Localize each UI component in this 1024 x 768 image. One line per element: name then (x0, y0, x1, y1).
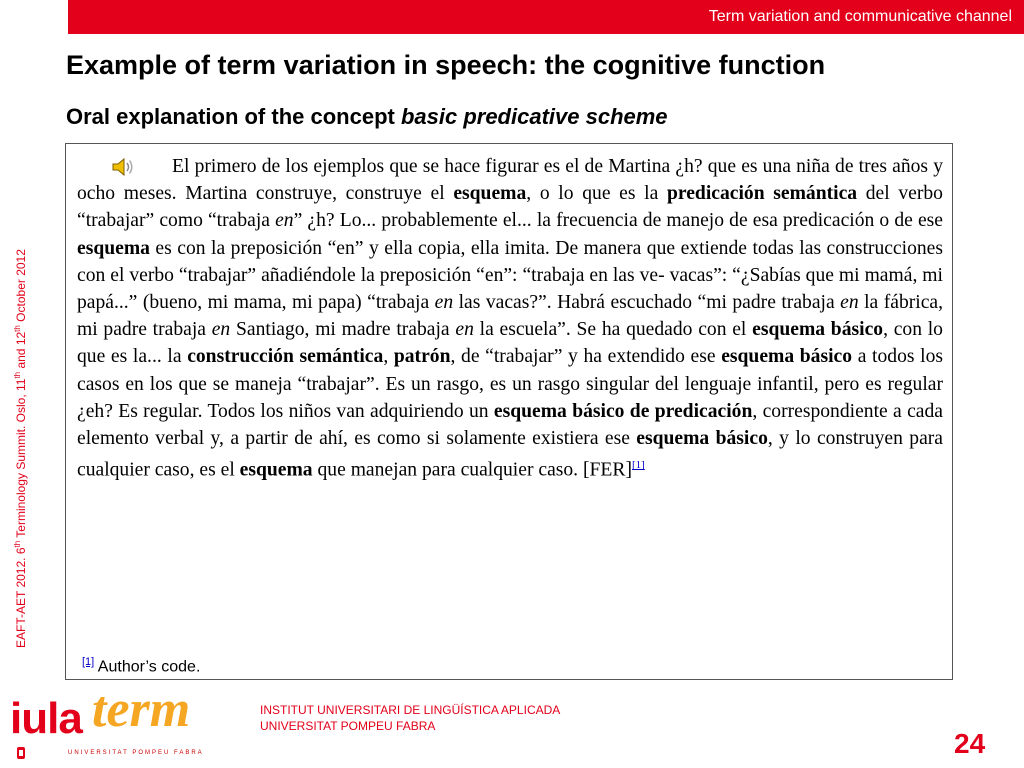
institute-name (260, 702, 560, 734)
institute-line-2: UNIVERSITAT POMPEU FABRA (260, 719, 436, 733)
sidebar-text-d: October 2012 (14, 249, 28, 326)
upf-emblem-icon (16, 746, 26, 760)
page-subtitle (66, 104, 668, 130)
page-title: Example of term variation in speech: the cognitive function (66, 50, 826, 80)
footnote (82, 656, 200, 676)
transcript-text: El primero de los ejemplos que se hace figurar es el de Martina ¿h? que es una niña de tres años y ocho meses. Martina construye, construye el esquema, o lo que es la predicación semántica del verbo “trabajar” como “trabaja en” ¿h? Lo... probablemente el... la frecuencia de manejo de esa predicación o de ese esquema es con la preposición “en” y ella copia, ella imita. De manera que extiende todas las construcciones con el verbo “trabajar” añadiéndole la preposición “en”: “trabaja en las ve- vacas”: “¿Sabías que mi mamá, mi papá...” (bueno, mi mama, mi papa) “trabaja en las vacas?”. Habrá escuchado “mi padre trabaja en la fábrica, mi padre trabaja en Santiago, mi madre trabaja en la escuela”. Se ha quedado con el esquema básico, con lo que es la... la construcción semántica, patrón, de “trabajar” y ha extendido ese esquema básico a todos los casos en los que se maneja “trabajar”. Es un rasgo, es un rasgo singular del lenguaje infantil, pero es regular ¿eh? Es regular. Todos los niños van adquiriendo un esquema básico de predicación, correspondiente a cada elemento verbal y, a partir de ahí, es como si solamente existiera ese esquema básico, y lo construyen para cualquier caso, es el esquema que manejan para cualquier caso. [FER][1] (77, 156, 944, 481)
sidebar-text-a: EAFT-AET 2012. 6 (14, 547, 28, 648)
sidebar-sup-c: th (13, 325, 22, 332)
sidebar-sup-a: th (13, 540, 22, 548)
transcript-box (65, 143, 953, 680)
conference-sidebar (8, 168, 28, 648)
iulaterm-logo (10, 681, 220, 768)
logo-term: term (92, 681, 191, 738)
channel-title: Term variation and communicative channel (708, 8, 1012, 25)
logo-iula: iula (10, 694, 82, 743)
footnote-text: Author’s code. (94, 658, 201, 676)
sidebar-text-c: and 12 (14, 331, 28, 372)
sidebar-text-b: Terminology Summit. Oslo, 11 (14, 378, 28, 541)
subtitle-prefix: Oral explanation of the concept (66, 104, 401, 129)
logo-university: UNIVERSITAT POMPEU FABRA (68, 750, 204, 756)
institute-line-1: INSTITUT UNIVERSITARI DE LINGÜÍSTICA APLICADA (260, 703, 561, 717)
page-number: 24 (954, 728, 986, 759)
subtitle-concept: basic predicative scheme (400, 104, 668, 129)
header-bar (68, 0, 1024, 34)
footnote-link[interactable]: [1] (631, 459, 645, 472)
footnote-anchor[interactable]: [1] (82, 656, 95, 668)
sidebar-sup-b: th (13, 371, 22, 379)
